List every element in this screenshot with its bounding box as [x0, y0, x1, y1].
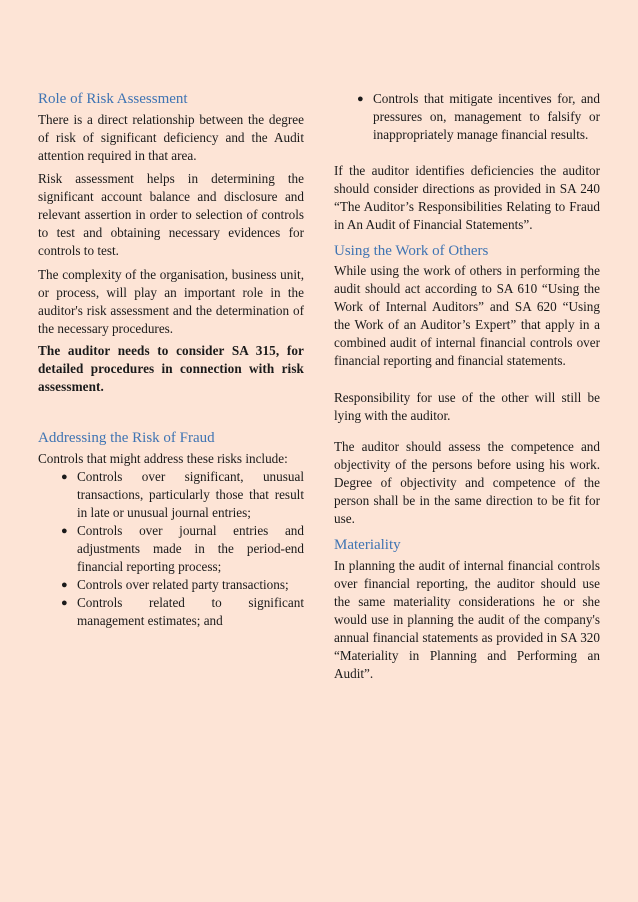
paragraph-deficiencies-sa-240: If the auditor identifies deficiencies the auditor should consider directions as provided in SA 240 “The Auditor’s Responsibilities Relating to Fraud in An Audit of Financial Statements”.: [334, 163, 600, 232]
bullet-icon: ●: [61, 597, 68, 609]
list-item: ● Controls over journal entries and adjustments made in the period-end financial reporting process;: [61, 523, 304, 574]
paragraph-responsibility: Responsibility for use of the other will still be lying with the auditor.: [334, 390, 600, 423]
heading-using-work-of-others: Using the Work of Others: [334, 243, 489, 259]
bullet-icon: ●: [61, 525, 68, 537]
list-item: ● Controls related to significant management estimates; and: [61, 595, 304, 628]
list-item: ● Controls over significant, unusual transactions, particularly those that result in late or unusual journal entries;: [61, 469, 304, 520]
paragraph-risk-assessment-helps: Risk assessment helps in determining the significant account balance and disclosure and relevant assertion in order to selection of controls to test and obtaining necessary evidences for controls to test.: [38, 171, 304, 258]
heading-addressing-risk-of-fraud: Addressing the Risk of Fraud: [38, 430, 215, 446]
paragraph-complexity: The complexity of the organisation, business unit, or process, will play an important role in the auditor's risk assessment and the determination of the necessary procedures.: [38, 267, 304, 336]
paragraph-risk-relationship: There is a direct relationship between the degree of risk of significant deficiency and the Audit attention required in that area.: [38, 112, 304, 163]
bullet-icon: ●: [357, 93, 364, 105]
fraud-controls-list: [38, 468, 304, 630]
heading-role-of-risk-assessment: Role of Risk Assessment: [38, 91, 188, 107]
list-item: ● Controls that mitigate incentives for, and pressures on, management to falsify or inappropriately manage financial results.: [357, 91, 600, 142]
paragraph-fraud-intro: Controls that might address these risks include:: [38, 451, 288, 466]
fraud-controls-list-continued: [334, 90, 600, 144]
bullet-icon: ●: [61, 579, 68, 591]
bullet-icon: ●: [61, 471, 68, 483]
list-item: ● Controls over related party transactions;: [61, 577, 289, 592]
paragraph-competence-objectivity: The auditor should assess the competence and objectivity of the persons before using his work. Degree of objectivity and competence of the person shall be in the same direction to be fit for use.: [334, 439, 600, 526]
paragraph-sa-315-note: The auditor needs to consider SA 315, for detailed procedures in connection with risk assessment.: [38, 343, 304, 394]
heading-materiality: Materiality: [334, 537, 401, 553]
paragraph-sa-610-620: While using the work of others in performing the audit should act according to SA 610 “Using the Work of Internal Auditors” and SA 620 “Using the Work of an Auditor’s Expert” that apply in a combined audit of internal financial controls over financial reporting and financial statements.: [334, 263, 600, 368]
paragraph-materiality-sa-320: In planning the audit of internal financial controls over financial reporting, the auditor should use the same materiality considerations he or she would use in planning the audit of the company's annual financial statements as provided in SA 320 “Materiality in Planning and Performing an Audit”.: [334, 558, 600, 681]
